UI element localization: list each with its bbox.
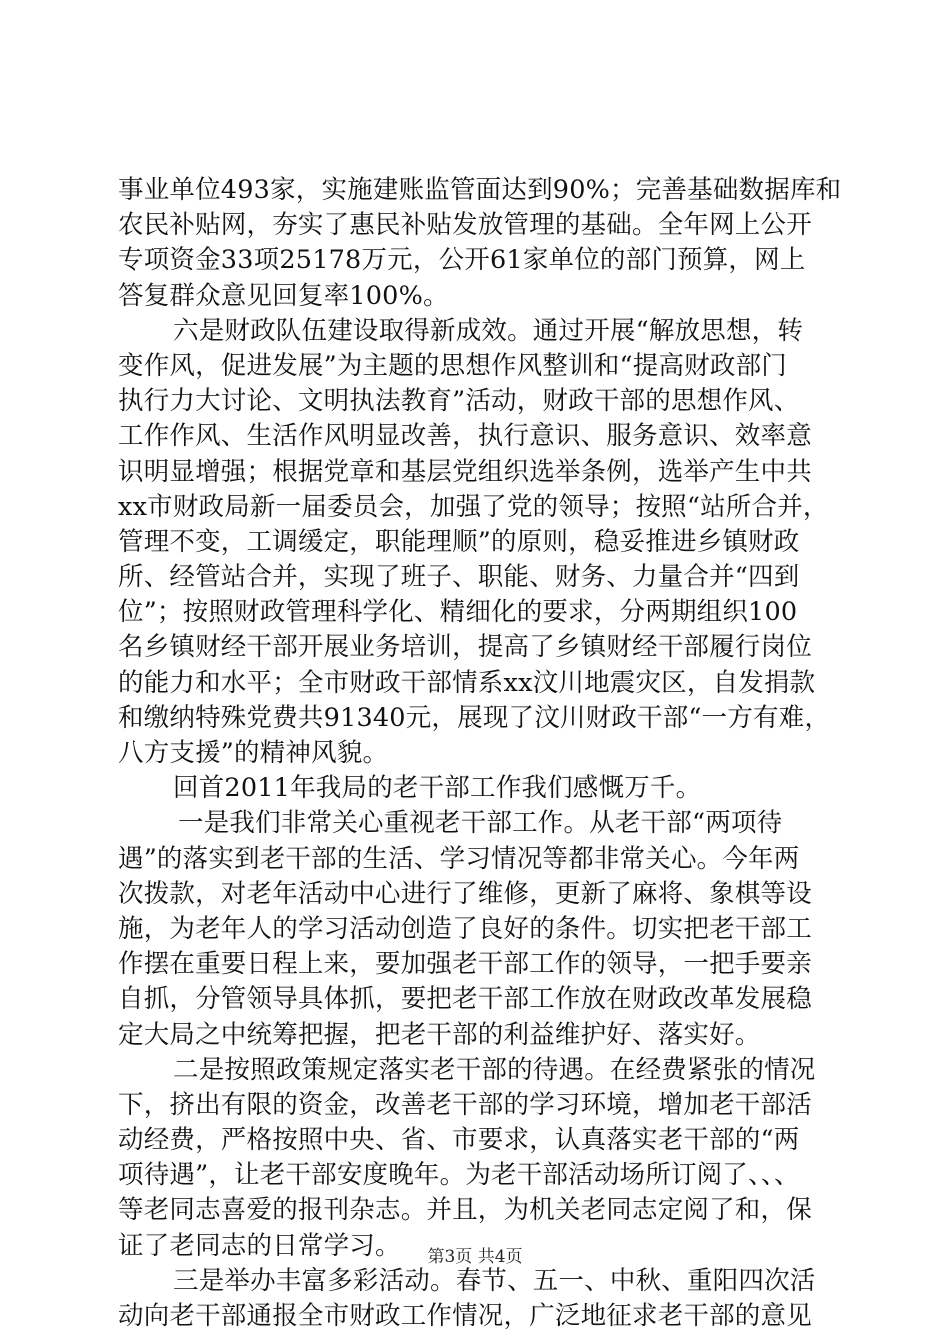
text-line: 答复群众意见回复率100%。 — [118, 280, 449, 311]
text-line: 作摆在重要日程上来，要加强老干部工作的领导，一把手要亲 — [118, 949, 812, 980]
text-line: 次拨款，对老年活动中心进行了维修，更新了麻将、象棋等设 — [118, 878, 812, 909]
text-line: 三是举办丰富多彩活动。春节、五一、中秋、重阳四次活 — [173, 1265, 816, 1296]
text-line: 遇”的落实到老干部的生活、学习情况等都非常关心。今年两 — [118, 843, 800, 874]
text-line: 自抓，分管领导具体抓，要把老干部工作放在财政改革发展稳 — [118, 984, 812, 1015]
text-line: 位”；按照财政管理科学化、精细化的要求，分两期组织100 — [118, 597, 798, 628]
text-line: 管理不变，工调缓定，职能理顺”的原则，稳妥推进乡镇财政 — [118, 526, 800, 557]
text-line: 名乡镇财经干部开展业务培训，提高了乡镇财经干部履行岗位 — [118, 632, 812, 663]
text-line: 事业单位493家，实施建账监管面达到90%；完善基础数据库和 — [118, 175, 842, 205]
text-line: 定大局之中统筹把握，把老干部的利益维护好、落实好。 — [118, 1019, 761, 1050]
text-line: 的能力和水平；全市财政干部情系xx汶川地震灾区，自发捐款 — [118, 667, 816, 698]
text-line: 动向老干部通报全市财政工作情况，广泛地征求老干部的意见 — [118, 1301, 812, 1331]
document-body — [118, 173, 842, 1334]
text-line: 专项资金33项25178万元，公开61家单位的部门预算，网上 — [118, 245, 806, 276]
text-line: 等老同志喜爱的报刊杂志。并且，为机关老同志定阅了和，保 — [118, 1195, 812, 1226]
text-line: 和缴纳特殊党费共91340元，展现了汶川财政干部“一方有难， — [118, 702, 831, 733]
page-number-footer: 第3页 共4页 — [427, 1247, 523, 1267]
text-line: 工作作风、生活作风明显改善，执行意识、服务意识、效率意 — [118, 421, 812, 452]
text-line: 执行力大讨论、文明执法教育”活动，财政干部的思想作风、 — [118, 386, 800, 417]
text-line: 识明显增强；根据党章和基层党组织选举条例，选举产生中共 — [118, 456, 812, 487]
text-line: 八方支援”的精神风貌。 — [118, 738, 389, 768]
text-line: 所、经管站合并，实现了班子、职能、财务、力量合并“四到 — [118, 562, 800, 593]
text-line: 变作风，促进发展”为主题的思想作风整训和“提高财政部门 — [118, 350, 787, 381]
text-line: 项待遇”，让老干部安度晚年。为老干部活动场所订阅了、、、 — [118, 1160, 800, 1191]
text-line: 回首2011年我局的老干部工作我们感慨万千。 — [173, 773, 702, 804]
text-line: 二是按照政策规定落实老干部的待遇。在经费紧张的情况 — [173, 1054, 816, 1085]
text-line: 动经费，严格按照中央、省、市要求，认真落实老干部的“两 — [118, 1125, 800, 1156]
text-line: 一是我们非常关心重视老干部工作。从老干部“两项待 — [178, 808, 783, 839]
text-line: 农民补贴网，夯实了惠民补贴发放管理的基础。全年网上公开 — [118, 210, 812, 241]
text-line: xx市财政局新一届委员会，加强了党的领导；按照“站所合并， — [118, 491, 829, 522]
text-line: 六是财政队伍建设取得新成效。通过开展“解放思想，转 — [173, 315, 804, 346]
text-line: 证了老同志的日常学习。 — [118, 1230, 401, 1261]
text-line: 施，为老年人的学习活动创造了良好的条件。切实把老干部工 — [118, 913, 812, 944]
text-line: 下，挤出有限的资金，改善老干部的学习环境，增加老干部活 — [118, 1089, 812, 1120]
